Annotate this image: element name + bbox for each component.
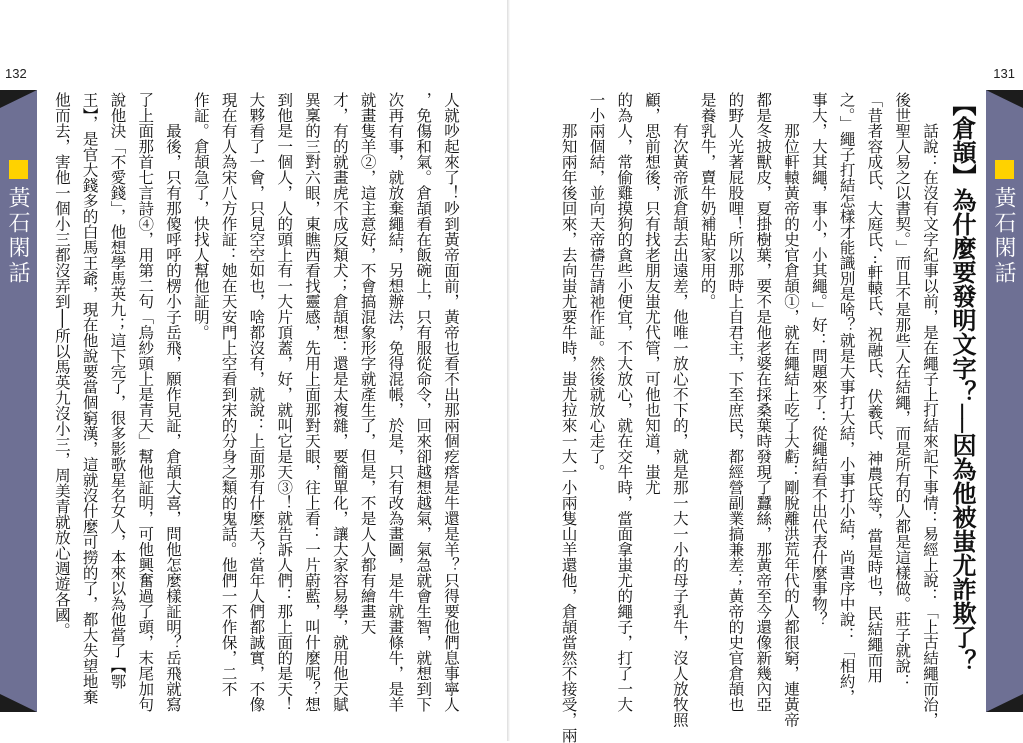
article-title: 【倉頡】為什麼要發明文字？──因為他被蚩尤詐欺了？: [948, 92, 976, 673]
tab-notch-top: [0, 90, 37, 108]
tab-notch-bottom: [986, 694, 1023, 712]
section-marker-square: [9, 160, 28, 179]
section-tab-left: [0, 90, 37, 712]
left-page: [0, 0, 510, 741]
tab-notch-bottom: [0, 694, 37, 712]
left-page-body: 人就吵起來了！吵到黃帝面前，黃帝也看不出那兩個疙瘩是牛還是羊？只得要他們息事寧人 ，免傷和氣。倉頡看在飯碗上，只有服從命令，回來卻越想越氣，氣急就會生智，就想到下 次再有事，就放棄繩結，另想辦法，免得混帳，於是，只有改為畫圖，是牛就畫條牛，是羊 就畫隻羊②，這主意好，不會搞混象形字就產生了，但是，不是人人都有繪畫天 才，有的就畫虎不成反類犬；倉頡想：還是太複雜，要簡單化，讓大家容易學，就用他天賦 異稟的三對六眼，東瞧西看找靈感，先用上面那對天眼，往上看：一片蔚藍，叫什麼呢？想 到他是一個人，人的頭上有一大片頂蓋，好，就叫它是天③！就告訴人們：那上面的是天！ 大夥看了一會，只見空空如也，啥都沒有，就說：上面那有什麼天？當年人們都誠實，不像 現在有人為宋八方作証：她在天安門上空看到宋的分身之類的鬼話。他們一不作保，二不 作証。倉頡急了，快找人幫他証明。 最後，只有那傻呼呼的楞小子岳飛，願作見証，倉頡大喜，問他怎麼樣証明？岳飛就寫 了上面那首七言詩④，用第二句「烏紗頭上是青天」幫他証明，可他興奮過了頭，末尾加句 說他決「不愛錢」，他想學馬英九；這下完了，很多影歌星名女人，本來以為他當了【鄂 王】，是官大錢多的白馬王爺，現在他說要當個窮漢，這就沒什麼可撈的了，都大失望地棄 他而去，害他一個小三都沒弄到──所以馬英九沒小三，周美青就放心週遊各國。: [52, 92, 460, 712]
section-marker-square: [995, 160, 1014, 179]
section-name-left: 黃石閑話: [5, 186, 30, 286]
page-number-left: 132: [5, 66, 27, 81]
page-number-right: 131: [993, 66, 1015, 81]
tab-notch-top: [986, 90, 1023, 108]
section-tab-right: [986, 90, 1023, 712]
right-page-body: 話說：在沒有文字紀事以前，是在繩子上打結來記下事情：易經上說：「上古結繩而治， 後世聖人易之以書契。」而且不是那些人在結繩，而是所有的人都是這樣做。莊子就說： 「昔者容成氏、大庭氏、‧‧軒轅氏、祝融氏、伏羲氏、神農氏等，當是時也，民結繩而用 之。」繩子打結怎樣才能識別是啥？就是大事打大結，小事打小結，尚書序中說：「相約， 事大，大其繩，事小，小其繩。」好：問題來了：從繩結看不出代表什麼事物？ 那位軒轅黃帝的史官倉頡①，就在繩結上吃了大虧：剛脫離洪荒年代的人都很窮，連黃帝 都是冬披獸皮，夏掛樹葉，要不是他老婆在採桑葉時發現了蠶絲，那黃帝至今還像新幾內亞 的野人光著屁股哩！所以那時上自君主，下至庶民，都經營副業搞兼差；黃帝的史官倉頡也 是養乳牛，賣牛奶補貼家用的。 有次黃帝派倉頡去出遠差，他唯一放心不下的，就是那一大一小的母子乳牛，沒人放牧照 顧，思前想後，只有找老朋友蚩尤代管，可他也知道，蚩尤 的為人，常偷雞摸狗的貪些小便宜，不大放心，就在交牛時，當面拿蚩尤的繩子，打了一大 一小兩個結，並向天帝禱告請祂作証。然後就放心走了。 那知兩年後回來，去向蚩尤要牛時，蚩尤拉來一大一小兩隻山羊還他，倉頡當然不接受，兩: [559, 92, 939, 743]
section-name-right: 黃石閑話: [991, 186, 1016, 286]
